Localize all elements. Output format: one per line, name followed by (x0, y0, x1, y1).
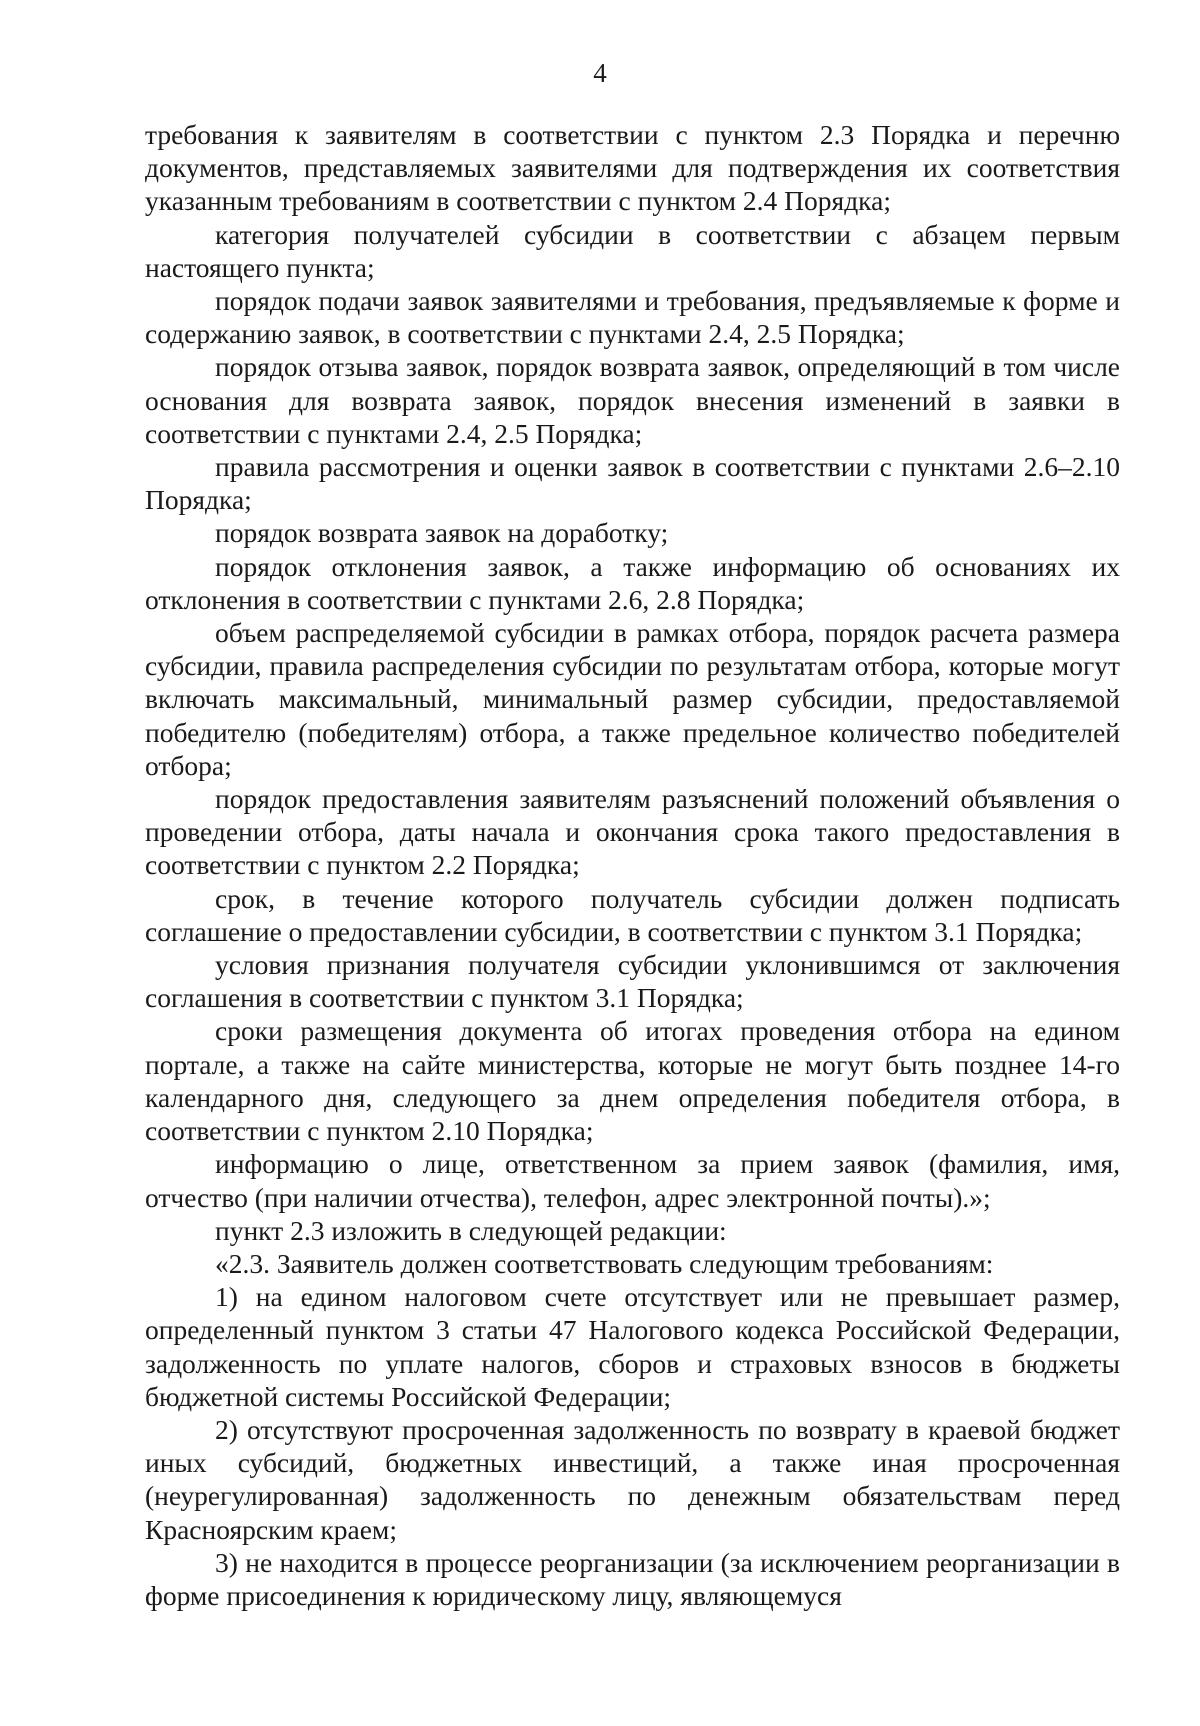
paragraph: порядок отклонения заявок, а также информацию об основаниях их отклонения в соответствии с пунктами 2.6, 2.8 Порядка; (145, 550, 1120, 615)
paragraph: «2.3. Заявитель должен соответствовать следующим требованиям: (215, 1247, 994, 1279)
paragraph: информацию о лице, ответственном за прием заявок (фамилия, имя, отчество (при наличии отчества), телефон, адрес электронной почты).»; (145, 1148, 1120, 1213)
paragraph: условия признания получателя субсидии уклонившимся от заключения соглашения в соответствии с пунктом 3.1 Порядка; (145, 949, 1120, 1014)
document-body (145, 118, 1120, 1612)
list-item: 1) на едином налоговом счете отсутствует или не превышает размер, определенный пунктом 3 статьи 47 Налогового кодекса Российской Федерации, задолженность по уплате налогов, сборов и страховых взносов в бюджеты бюджетной системы Российской Федерации; (145, 1281, 1120, 1412)
paragraph: пункт 2.3 изложить в следующей редакции: (215, 1214, 727, 1246)
paragraph: сроки размещения документа об итогах проведения отбора на едином портале, а также на сайте министерства, которые не могут быть позднее 14-го календарного дня, следующего за днем определения победителя отбора, в соответствии с пунктом 2.10 Порядка; (145, 1015, 1120, 1147)
paragraph: срок, в течение которого получатель субсидии должен подписать соглашение о предоставлении субсидии, в соответствии с пунктом 3.1 Порядка; (145, 882, 1120, 947)
list-item: 2) отсутствуют просроченная задолженность по возврату в краевой бюджет иных субсидий, бюджетных инвестиций, а также иная просроченная (неурегулированная) задолженность по денежным обязательствам перед Красноярским краем; (145, 1413, 1120, 1545)
page-number: 4 (593, 58, 607, 88)
paragraph-continuation: требования к заявителям в соответствии с пунктом 2.3 Порядка и перечню документов, представляемых заявителями для подтверждения их соответствия указанным требованиям в соответствии с пунктом 2.4 Порядка; (145, 119, 1120, 217)
paragraph: порядок отзыва заявок, порядок возврата заявок, определяющий в том числе основания для возврата заявок, порядок внесения изменений в заявки в соответствии с пунктами 2.4, 2.5 Порядка; (145, 351, 1120, 449)
paragraph: правила рассмотрения и оценки заявок в соответствии с пунктами 2.6–2.10 Порядка; (145, 451, 1120, 516)
paragraph: порядок предоставления заявителям разъяснений положений объявления о проведении отбора, даты начала и окончания срока такого предоставления в соответствии с пунктом 2.2 Порядка; (145, 783, 1120, 881)
paragraph: объем распределяемой субсидии в рамках отбора, порядок расчета размера субсидии, правила распределения субсидии по результатам отбора, которые могут включать максимальный, минимальный размер субсидии, предоставляемой победителю (победителям) отбора, а также предельное количество победителей отбора; (145, 617, 1120, 781)
paragraph: порядок подачи заявок заявителями и требования, предъявляемые к форме и содержанию заявок, в соответствии с пунктами 2.4, 2.5 Порядка; (145, 285, 1120, 350)
list-item: 3) не находится в процессе реорганизации (за исключением реорганизации в форме присоединения к юридическому лицу, являющемуся (145, 1546, 1120, 1611)
paragraph: категория получателей субсидии в соответствии с абзацем первым настоящего пункта; (145, 218, 1120, 283)
paragraph: порядок возврата заявок на доработку; (215, 517, 669, 549)
